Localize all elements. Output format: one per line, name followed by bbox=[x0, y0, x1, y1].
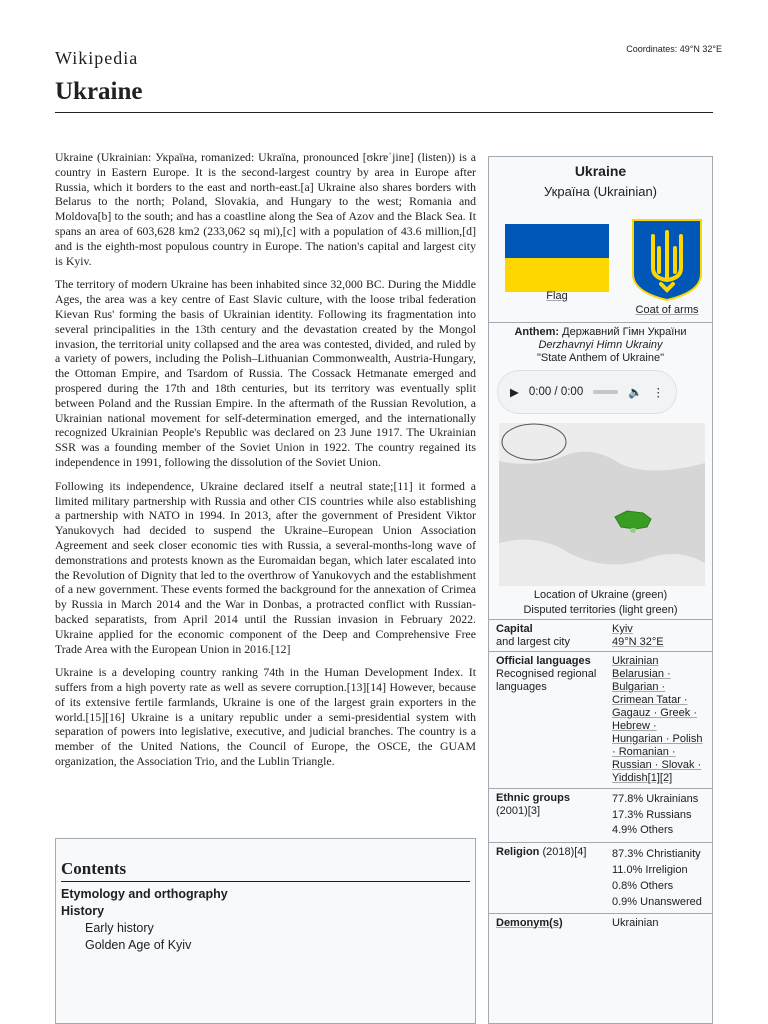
capital-coords[interactable]: 49°N 32°E bbox=[612, 636, 664, 648]
demonym-value: Ukrainian bbox=[612, 916, 659, 929]
religion-value[interactable]: 87.3% Christianity bbox=[612, 847, 701, 860]
ethnic-value[interactable]: 77.8% Ukrainians bbox=[612, 793, 699, 805]
location-map[interactable] bbox=[499, 423, 705, 586]
regional-languages-label: Recognised regional languages bbox=[496, 668, 597, 693]
ethnic-label: Ethnic groups bbox=[496, 792, 570, 804]
anthem-section bbox=[489, 322, 712, 365]
audio-progress-bar[interactable] bbox=[593, 390, 618, 394]
regional-languages-subrow bbox=[496, 668, 705, 785]
row-value bbox=[612, 792, 705, 839]
title-divider bbox=[55, 112, 713, 113]
article-body bbox=[55, 150, 476, 778]
flag-caption[interactable]: Flag bbox=[546, 290, 568, 302]
anthem-translit: Derzhavnyi Himn Ukrainy bbox=[538, 339, 663, 351]
flag-blue-stripe bbox=[505, 224, 609, 258]
toc-item-etymology[interactable]: Etymology and orthography bbox=[61, 887, 228, 901]
capital-value[interactable]: Kyiv bbox=[612, 623, 633, 635]
toc-title: Contents bbox=[61, 859, 470, 882]
coordinates[interactable]: Coordinates: 49°N 32°E bbox=[626, 44, 722, 54]
ethnic-value: 4.9% Others bbox=[612, 824, 674, 836]
row-label bbox=[496, 846, 612, 910]
infobox bbox=[488, 156, 713, 1024]
anthem-label: Anthem: bbox=[514, 326, 560, 338]
coat-of-arms-caption[interactable]: Coat of arms bbox=[635, 304, 699, 316]
religion-year: (2018)[4] bbox=[542, 845, 587, 858]
row-label bbox=[496, 623, 612, 649]
religion-value[interactable]: 11.0% Irreligion bbox=[612, 863, 688, 876]
infobox-name: Ukraine bbox=[574, 163, 627, 179]
ethnic-value[interactable]: 17.3% Russians bbox=[612, 808, 692, 821]
anthem-english: "State Anthem of Ukraine" bbox=[536, 352, 665, 364]
audio-time: 0:00 / 0:00 bbox=[528, 386, 584, 398]
toc-item-history[interactable]: History bbox=[61, 904, 105, 918]
row-label bbox=[496, 792, 612, 839]
wikipedia-logo[interactable]: Wikipedia bbox=[55, 48, 139, 68]
map-caption bbox=[489, 588, 712, 618]
infobox-row-demonym bbox=[489, 913, 712, 933]
intro-paragraph-2: The territory of modern Ukraine has been inhabited since 32,000 BC. During the Middle Ages, the area was a key centre of East Slavic culture, with the loose tribal federation Kievan Rus' forming the basis of Ukrainian identity. Following its fragmentation into several principalities in the 13th century and the devastation created by the Mongol invasion, the territorial unity collapsed and the area was contested, divided, and ruled by a variety of powers, including the Polish–Lithuanian Commonwealth, Austria-Hungary, the Ottoman Empire, and Tsardom of Russia. The Cossack Hetmanate emerged and prospered during the 17th and 18th centuries, but its territory was eventually split between Poland and the Russian Empire. In the aftermath of the Russian Revolution, a Ukrainian national movement for self-determination emerged, and the internationally recognized Ukrainian People's Republic was declared on 23 June 1917. The Ukrainian SSR was a founding member of the Soviet Union in 1922. The country regained its independence in 1991, following the dissolution of the Soviet Union. bbox=[55, 277, 476, 469]
religion-value: 0.9% Unanswered bbox=[612, 895, 702, 908]
map-caption-line-1: Location of Ukraine (green) bbox=[533, 589, 668, 601]
religion-value: 0.8% Others bbox=[612, 879, 674, 892]
infobox-row-capital bbox=[489, 619, 712, 651]
demonym-label[interactable]: Demonym(s) bbox=[496, 916, 563, 929]
infobox-data-rows bbox=[489, 619, 712, 933]
capital-sublabel: and largest city bbox=[496, 636, 570, 648]
toc-item-early-history[interactable]: Early history bbox=[85, 921, 154, 935]
official-languages-label: Official languages bbox=[496, 655, 591, 667]
more-options-icon[interactable]: ⋮ bbox=[652, 387, 664, 399]
play-icon[interactable]: ▶ bbox=[510, 387, 519, 399]
page-title: Ukraine bbox=[55, 78, 143, 105]
coat-of-arms-icon[interactable] bbox=[631, 218, 703, 302]
infobox-native-name: Україна (Ukrainian) bbox=[543, 184, 658, 199]
anthem-native: Державний Гімн України bbox=[562, 326, 687, 338]
capital-label: Capital bbox=[496, 623, 533, 635]
anthem-line-1 bbox=[489, 326, 712, 339]
table-of-contents bbox=[55, 838, 476, 1024]
ethnic-year: (2001)[3] bbox=[496, 805, 541, 817]
regional-languages-value[interactable]: Belarusian · Bulgarian · Crimean Tatar · Gagauz · Greek · Hebrew · Hungarian · Polish · Romanian · Russian · Slovak · Yiddish[1][2] bbox=[612, 668, 703, 784]
infobox-row-languages bbox=[489, 651, 712, 788]
toc-item-golden-age[interactable]: Golden Age of Kyiv bbox=[85, 938, 192, 952]
religion-label: Religion bbox=[496, 845, 540, 858]
map-caption-line-2: Disputed territories (light green) bbox=[523, 604, 678, 616]
infobox-row-ethnic bbox=[489, 788, 712, 842]
row-value bbox=[612, 623, 705, 649]
flag-image[interactable] bbox=[505, 224, 609, 292]
anthem-audio-player[interactable] bbox=[497, 370, 677, 414]
intro-paragraph-4: Ukraine is a developing country ranking 74th in the Human Development Index. It suffers from a high poverty rate as well as severe corruption.[13][14] However, because of its extensive fertile farmlands, Ukraine is one of the largest grain exporters in the world.[15][16] Ukraine is a unitary republic under a semi-presidential system with separation of powers into legislative, executive, and judicial branches. The country is a member of the United Nations, the Council of Europe, the OSCE, the GUAM organization, the Association Trio, and the Lublin Triangle. bbox=[55, 665, 476, 769]
volume-icon[interactable]: 🔈 bbox=[628, 387, 643, 399]
row-value bbox=[612, 846, 705, 910]
flag-yellow-stripe bbox=[505, 258, 609, 292]
intro-paragraph-3: Following its independence, Ukraine declared itself a neutral state;[11] it formed a limited military partnership with Russia and other CIS countries while also establishing a partnership with NATO in 1994. In 2013, after the government of President Viktor Yanukovych had decided to suspend the Ukraine–European Union Association Agreement and seek closer economic ties with Russia, a several-months-long wave of demonstrations and protests known as the Euromaidan began, which later escalated into the Revolution of Dignity that led to the overthrow of Yanukovych and the establishment of a new government. These events formed the background for the annexation of Crimea by Russia in March 2014 and the War in Donbas, a protracted conflict with Russian-backed separatists, from April 2014 until the Russian invasion in February 2022. Ukraine applied for the economic component of the Deep and Comprehensive Free Trade Area with the European Union in 2016.[12] bbox=[55, 478, 476, 656]
intro-paragraph-1: Ukraine (Ukrainian: Україна, romanized: Ukraïna, pronounced [ʊkrɐˈjinɐ] (listen)) is a country in Eastern Europe. It is the second-largest country by area in Europe after Russia, which it borders to the east and north-east.[a] Ukraine also shares borders with Belarus to the north; Poland, Slovakia, and Hungary to the west; Romania and Moldova[b] to the south; and has a coastline along the Sea of Azov and the Black Sea. It spans an area of 603,628 km2 (233,062 sq mi),[c] with a population of 43.6 million,[d] and is the eighth-most populous country in Europe. The nation's capital and largest city is Kyiv. bbox=[55, 150, 476, 268]
official-languages-value[interactable]: Ukrainian bbox=[612, 655, 659, 667]
infobox-row-religion bbox=[489, 842, 712, 913]
